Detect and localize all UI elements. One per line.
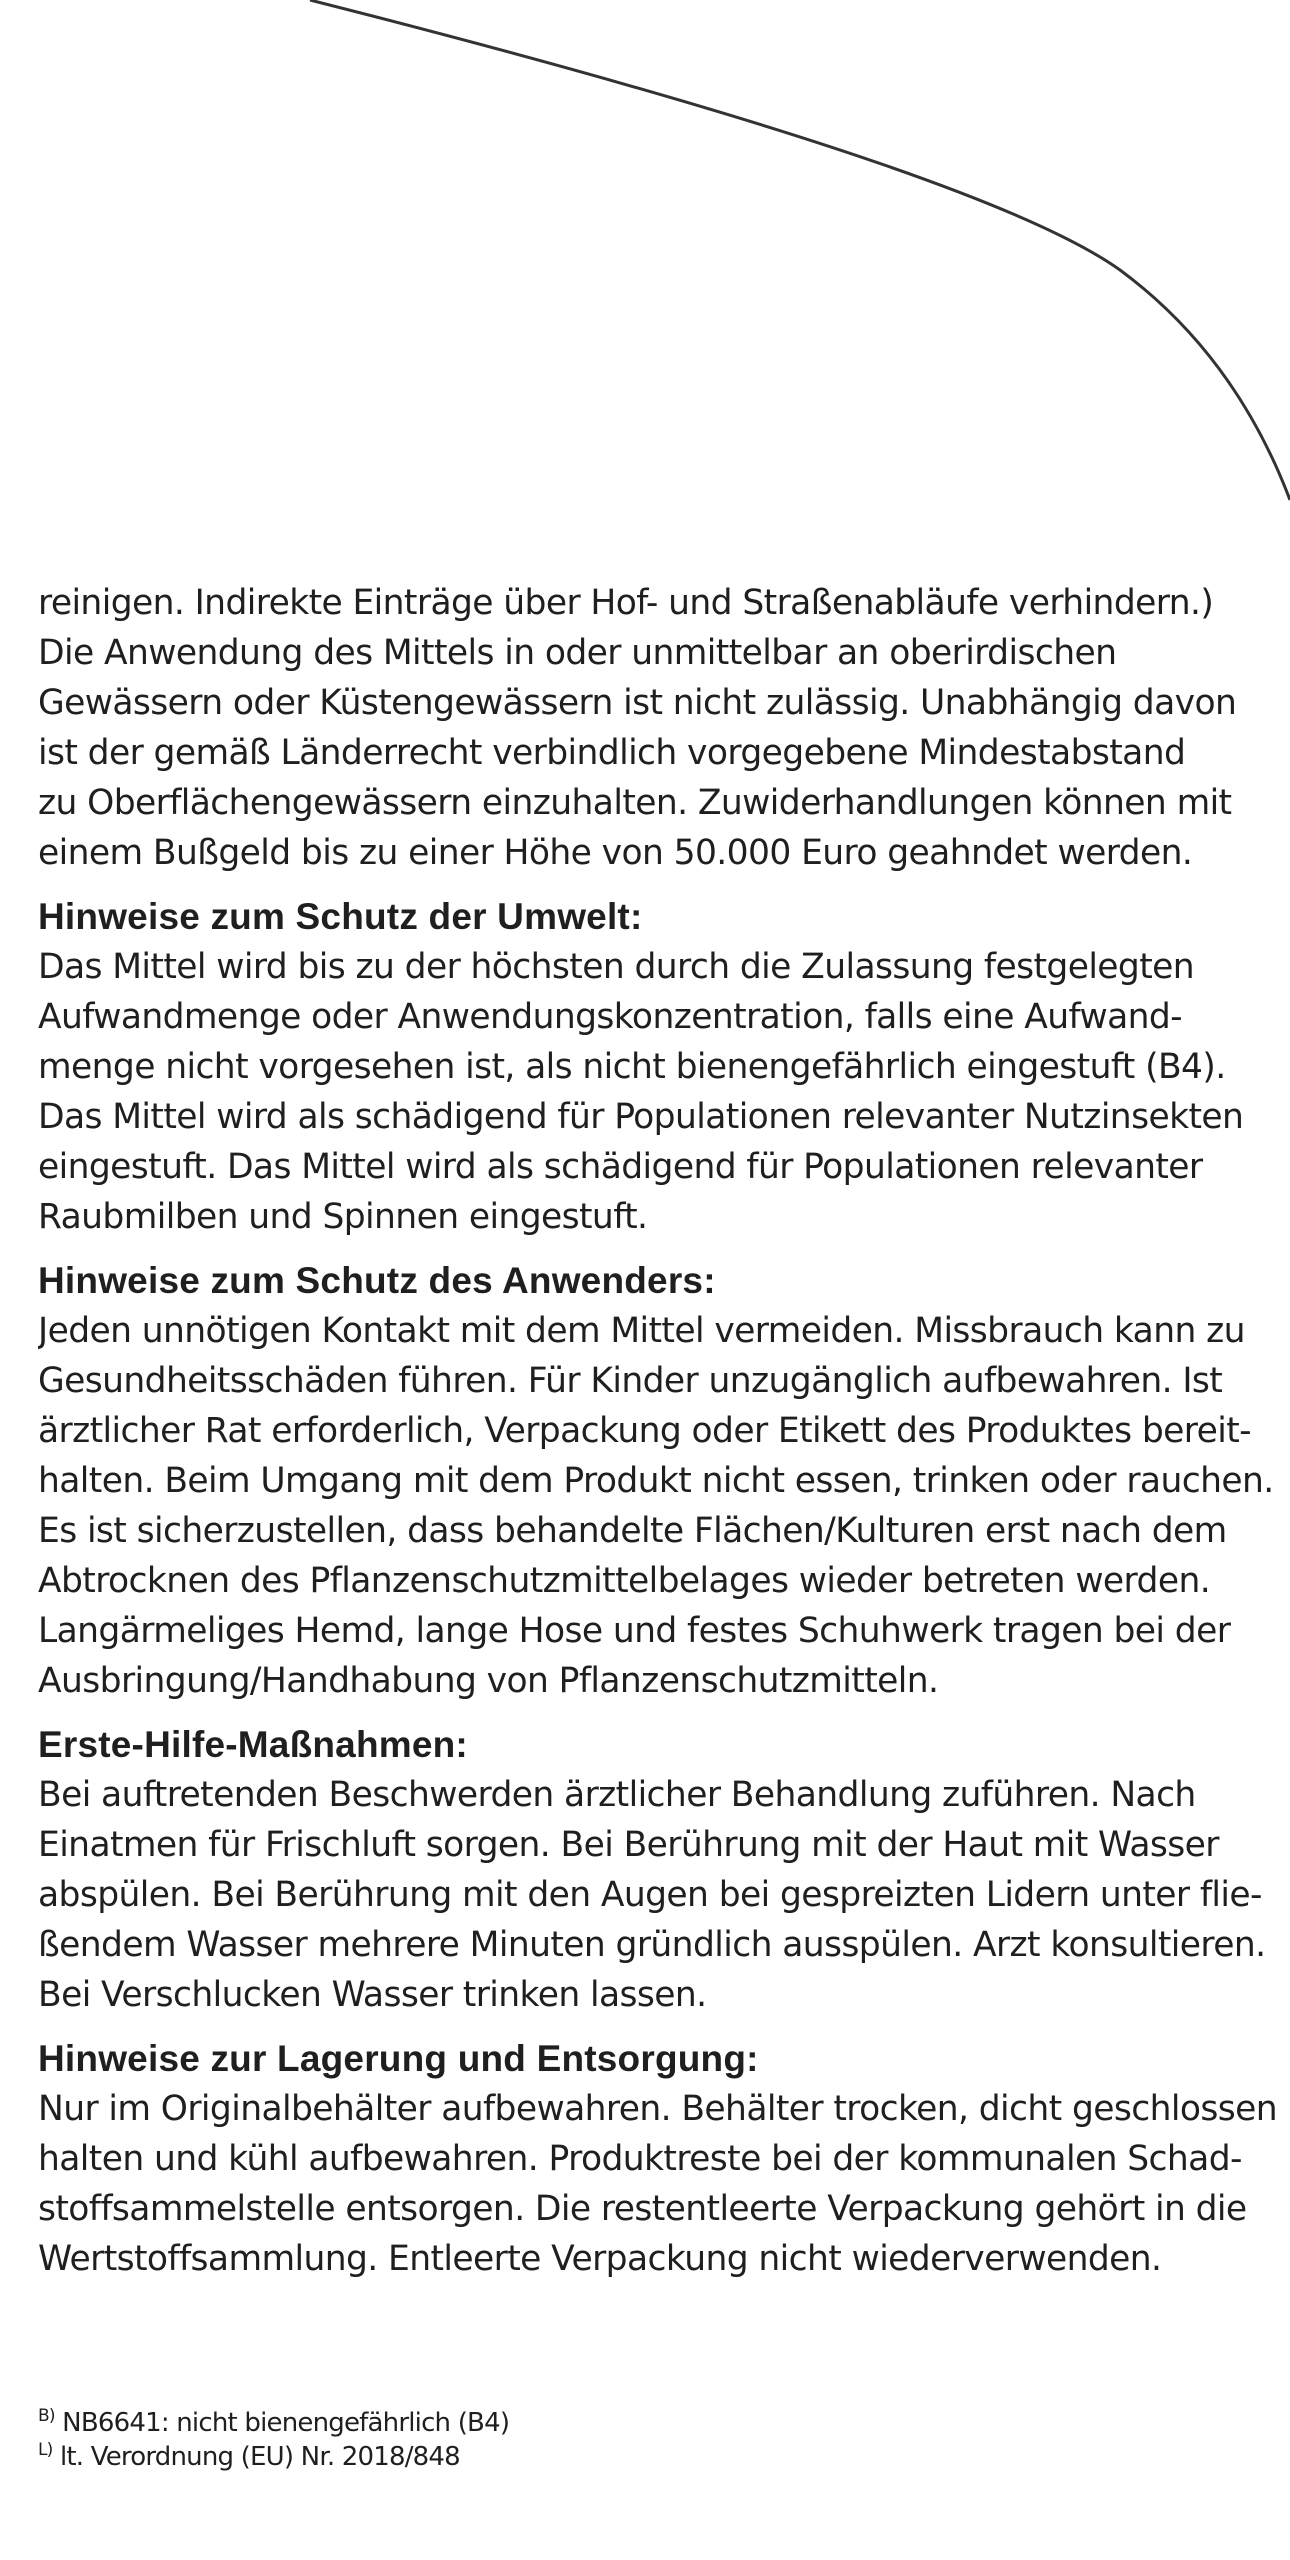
text-line: zu Oberflächengewässern einzuhalten. Zuwiderhandlungen können mit (38, 783, 1232, 823)
section-paragraph-storage-disposal (38, 2084, 1288, 2284)
text-line: Aufwandmenge oder Anwendungskonzentration, falls eine Aufwand- (38, 997, 1183, 1037)
text-line: ärztlicher Rat erforderlich, Verpackung oder Etikett des Produktes bereit- (38, 1411, 1251, 1451)
text-line: Es ist sicherzustellen, dass behandelte Flächen/Kulturen erst nach dem (38, 1511, 1227, 1551)
section-heading-first-aid: Erste-Hilfe-Maßnahmen: (38, 1724, 468, 1765)
decorative-curve (0, 0, 1290, 520)
text-line: abspülen. Bei Berührung mit den Augen bei gespreizten Lidern unter flie- (38, 1875, 1262, 1915)
text-line: ist der gemäß Länderrecht verbindlich vorgegebene Mindestabstand (38, 733, 1186, 773)
text-line: Gesundheitsschäden führen. Für Kinder unzugänglich aufbewahren. Ist (38, 1361, 1223, 1401)
section-heading-user-protection: Hinweise zum Schutz des Anwenders: (38, 1260, 716, 1301)
text-line: Wertstoffsammlung. Entleerte Verpackung nicht wiederverwenden. (38, 2239, 1162, 2279)
text-line: stoffsammelstelle entsorgen. Die restentleerte Verpackung gehört in die (38, 2189, 1247, 2229)
section-paragraph-first-aid (38, 1770, 1288, 2020)
text-line: Jeden unnötigen Kontakt mit dem Mittel vermeiden. Missbrauch kann zu (38, 1311, 1245, 1351)
text-line: Ausbringung/Handhabung von Pflanzenschutzmitteln. (38, 1661, 939, 1701)
section-heading-storage-disposal: Hinweise zur Lagerung und Entsorgung: (38, 2038, 759, 2079)
text-line: Raubmilben und Spinnen eingestuft. (38, 1197, 648, 1237)
text-line: Die Anwendung des Mittels in oder unmittelbar an oberirdischen (38, 633, 1117, 673)
label-text-content (38, 578, 1288, 2284)
footnotes (38, 2406, 1238, 2474)
text-line: reinigen. Indirekte Einträge über Hof- und Straßenabläufe verhindern.) (38, 583, 1214, 623)
footnote-regulation (38, 2440, 1238, 2474)
text-line: Bei auftretenden Beschwerden ärztlicher Behandlung zuführen. Nach (38, 1775, 1196, 1815)
footnote-text: NB6641: nicht bienengefährlich (B4) (62, 2408, 510, 2438)
section-heading-environment: Hinweise zum Schutz der Umwelt: (38, 896, 643, 937)
footnote-text: lt. Verordnung (EU) Nr. 2018/848 (59, 2442, 460, 2472)
text-line: menge nicht vorgesehen ist, als nicht bienengefährlich eingestuft (B4). (38, 1047, 1226, 1087)
text-line: halten und kühl aufbewahren. Produktreste bei der kommunalen Schad- (38, 2139, 1242, 2179)
footnote-bee-safety (38, 2406, 1238, 2440)
text-line: Das Mittel wird bis zu der höchsten durch die Zulassung festgelegten (38, 947, 1195, 987)
text-line: eingestuft. Das Mittel wird als schädigend für Populationen relevanter (38, 1147, 1203, 1187)
text-line: einem Bußgeld bis zu einer Höhe von 50.000 Euro geahndet werden. (38, 833, 1193, 873)
text-line: Nur im Originalbehälter aufbewahren. Behälter trocken, dicht geschlossen (38, 2089, 1278, 2129)
section-paragraph-environment (38, 942, 1288, 1242)
text-line: Langärmeliges Hemd, lange Hose und festes Schuhwerk tragen bei der (38, 1611, 1231, 1651)
intro-paragraph (38, 578, 1288, 878)
text-line: halten. Beim Umgang mit dem Produkt nicht essen, trinken oder rauchen. (38, 1461, 1274, 1501)
section-paragraph-user-protection (38, 1306, 1288, 1706)
footnote-mark: L) (38, 2440, 53, 2460)
text-line: ßendem Wasser mehrere Minuten gründlich ausspülen. Arzt konsultieren. (38, 1925, 1266, 1965)
text-line: Abtrocknen des Pflanzenschutzmittelbelages wieder betreten werden. (38, 1561, 1211, 1601)
footnote-mark: B) (38, 2406, 55, 2426)
text-line: Das Mittel wird als schädigend für Populationen relevanter Nutzinsekten (38, 1097, 1244, 1137)
text-line: Gewässern oder Küstengewässern ist nicht zulässig. Unabhängig davon (38, 683, 1237, 723)
text-line: Einatmen für Frischluft sorgen. Bei Berührung mit der Haut mit Wasser (38, 1825, 1219, 1865)
text-line: Bei Verschlucken Wasser trinken lassen. (38, 1975, 707, 2015)
